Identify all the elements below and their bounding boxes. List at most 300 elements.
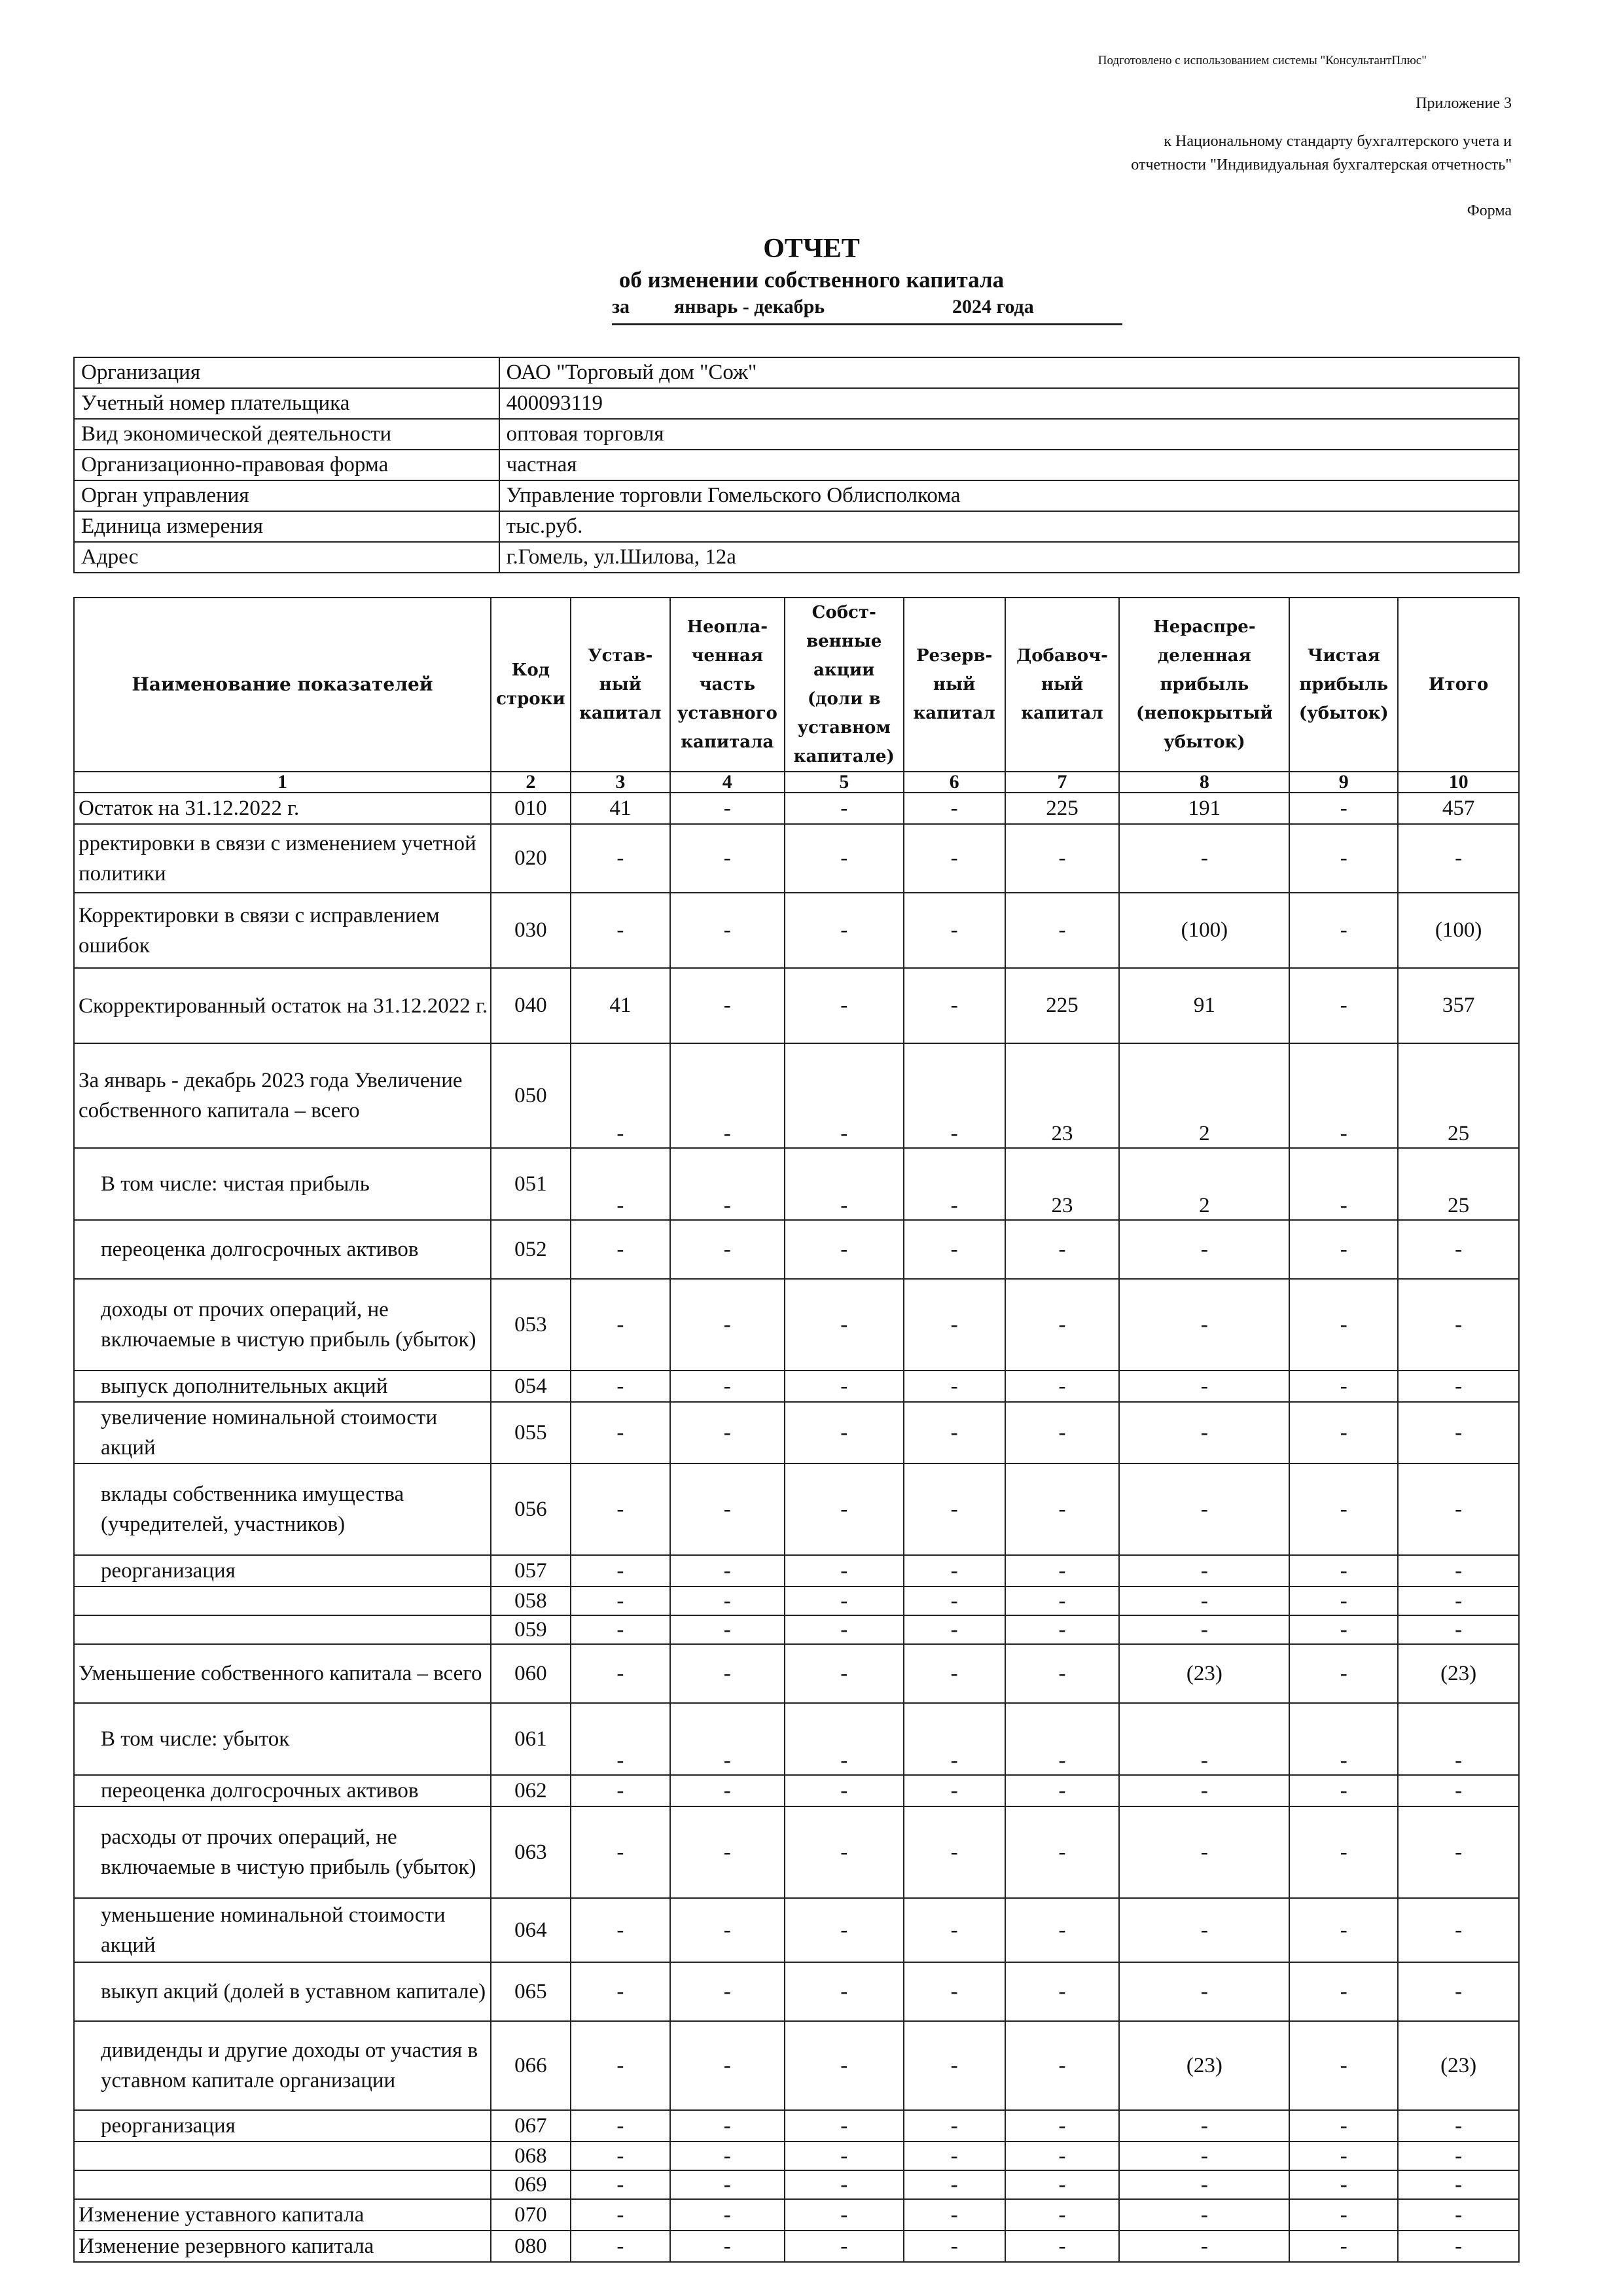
value-cell: - [904,2199,1005,2231]
value-cell: - [670,1806,785,1898]
value-cell: (23) [1398,2021,1519,2110]
table-row [74,1962,1519,2021]
value-cell: - [1119,1898,1289,1962]
org-info-row [74,450,1519,480]
column-number: 3 [571,772,670,793]
table-row [74,1371,1519,1402]
column-number: 10 [1398,772,1519,793]
value-cell: - [785,2170,904,2199]
value-cell: - [785,793,904,824]
value-cell: - [1398,1898,1519,1962]
org-info-value: частная [499,450,1519,480]
column-number: 7 [1005,772,1120,793]
value-cell: - [1398,1463,1519,1555]
column-header: Нераспре-деленная прибыль (непокрытый убыток) [1119,598,1289,772]
value-cell: - [785,2231,904,2262]
value-cell: - [1005,1371,1120,1402]
value-cell: - [1005,1555,1120,1587]
period-year: 2024 года [952,296,1034,317]
org-info-row [74,388,1519,419]
column-header: Неопла-ченная часть уставного капитала [670,598,785,772]
value-cell: - [904,1587,1005,1615]
value-cell: - [571,1148,670,1220]
org-info-label: Адрес [74,542,499,573]
value-cell: - [785,1220,904,1279]
column-number: 2 [491,772,571,793]
value-cell: - [1005,1615,1120,1644]
value-cell: 41 [571,968,670,1043]
org-info-row [74,542,1519,573]
value-cell: - [904,1703,1005,1775]
org-info-value: ОАО "Торговый дом "Сож" [499,357,1519,388]
value-cell: - [571,2142,670,2170]
org-info-value: Управление торговли Гомельского Облисполкома [499,480,1519,511]
value-cell: - [1289,2110,1398,2142]
value-cell: - [1398,2199,1519,2231]
row-name: рректировки в связи с изменением учетной политики [74,824,491,893]
value-cell: - [1289,1220,1398,1279]
table-row [74,1463,1519,1555]
value-cell: - [785,1043,904,1148]
value-cell: - [785,893,904,968]
value-cell: - [1398,2231,1519,2262]
value-cell: - [1119,1371,1289,1402]
row-name: выпуск дополнительных акций [74,1371,491,1402]
org-info-label: Организация [74,357,499,388]
value-cell: - [785,1775,904,1806]
report-period [612,296,1122,325]
value-cell: - [785,2110,904,2142]
value-cell: - [1005,2199,1120,2231]
value-cell: - [571,2231,670,2262]
value-cell: - [1289,893,1398,968]
row-name: реорганизация [74,2110,491,2142]
row-code: 055 [491,1402,571,1463]
value-cell: - [904,1371,1005,1402]
value-cell: - [904,1555,1005,1587]
row-name: Остаток на 31.12.2022 г. [74,793,491,824]
table-row [74,2142,1519,2170]
row-code: 062 [491,1775,571,1806]
value-cell: - [670,1898,785,1962]
row-name: выкуп акций (долей в уставном капитале) [74,1962,491,2021]
column-header: Итого [1398,598,1519,772]
value-cell: - [571,1806,670,1898]
value-cell: - [785,1806,904,1898]
value-cell: - [1005,2021,1120,2110]
value-cell: - [1398,1615,1519,1644]
value-cell: - [904,1220,1005,1279]
row-code: 065 [491,1962,571,2021]
row-name: расходы от прочих операций, не включаемые в чистую прибыль (убыток) [74,1806,491,1898]
value-cell: - [571,824,670,893]
row-code: 068 [491,2142,571,2170]
row-name: Корректировки в связи с исправлением ошибок [74,893,491,968]
value-cell: - [1119,1279,1289,1371]
value-cell: - [571,1555,670,1587]
org-info-row [74,419,1519,450]
value-cell: - [1398,1703,1519,1775]
period-prefix: за [612,296,630,317]
value-cell: - [670,1463,785,1555]
value-cell: - [904,1463,1005,1555]
appendix-standard-line-2: отчетности "Индивидуальная бухгалтерская отчетность" [1131,156,1512,173]
value-cell: - [1289,824,1398,893]
table-row [74,1898,1519,1962]
value-cell: - [670,1587,785,1615]
appendix-standard-line-1: к Национальному стандарту бухгалтерского учета и [1164,133,1512,150]
value-cell: - [571,1898,670,1962]
appendix-label: Приложение 3 [1416,95,1512,112]
value-cell: - [1289,1463,1398,1555]
row-code: 040 [491,968,571,1043]
value-cell: - [1289,1148,1398,1220]
value-cell: - [1289,2231,1398,2262]
row-name [74,2142,491,2170]
value-cell: 2 [1119,1148,1289,1220]
value-cell: - [1005,1962,1120,2021]
value-cell: - [571,893,670,968]
value-cell: - [1289,2142,1398,2170]
value-cell: - [1398,2170,1519,2199]
row-code: 010 [491,793,571,824]
row-name: Скорректированный остаток на 31.12.2022 г. [74,968,491,1043]
value-cell: - [1398,1555,1519,1587]
value-cell: - [670,1615,785,1644]
value-cell: - [1289,1775,1398,1806]
value-cell: - [1119,1463,1289,1555]
value-cell: (100) [1398,893,1519,968]
organization-info-table [73,357,1520,573]
column-number: 6 [904,772,1005,793]
value-cell: - [1398,1402,1519,1463]
value-cell: - [1005,1463,1120,1555]
report-subtitle: об изменении собственного капитала [618,267,1005,293]
value-cell: - [1005,1703,1120,1775]
row-code: 052 [491,1220,571,1279]
value-cell: - [670,1279,785,1371]
value-cell: - [1289,1555,1398,1587]
value-cell: - [1398,1279,1519,1371]
value-cell: - [670,1703,785,1775]
value-cell: - [785,1898,904,1962]
value-cell: 457 [1398,793,1519,824]
column-header: Код строки [491,598,571,772]
value-cell: - [1398,1806,1519,1898]
column-number: 1 [74,772,491,793]
value-cell: - [785,1555,904,1587]
value-cell: - [1289,1806,1398,1898]
row-code: 020 [491,824,571,893]
value-cell: - [904,1898,1005,1962]
value-cell: - [670,2170,785,2199]
value-cell: - [904,2170,1005,2199]
row-name: реорганизация [74,1555,491,1587]
value-cell: - [1289,793,1398,824]
value-cell: - [1398,1775,1519,1806]
value-cell: - [904,968,1005,1043]
row-name: За январь - декабрь 2023 года Увеличение собственного капитала – всего [74,1043,491,1148]
org-info-label: Организационно-правовая форма [74,450,499,480]
table-row [74,2021,1519,2110]
value-cell: - [670,893,785,968]
value-cell: - [1398,824,1519,893]
value-cell: - [1119,1703,1289,1775]
value-cell: - [571,2110,670,2142]
value-cell: - [1119,1402,1289,1463]
value-cell: - [1398,2110,1519,2142]
value-cell: - [904,1775,1005,1806]
value-cell: - [904,2021,1005,2110]
table-row [74,1148,1519,1220]
value-cell: - [1289,1615,1398,1644]
row-code: 060 [491,1644,571,1703]
org-info-row [74,357,1519,388]
value-cell: - [670,1371,785,1402]
value-cell: - [1119,2199,1289,2231]
row-code: 057 [491,1555,571,1587]
table-row [74,1402,1519,1463]
value-cell: (23) [1119,1644,1289,1703]
column-number-row [74,772,1519,793]
value-cell: - [785,968,904,1043]
table-row [74,1279,1519,1371]
row-name [74,1587,491,1615]
column-header: Резерв-ный капитал [904,598,1005,772]
value-cell: - [1119,2142,1289,2170]
value-cell: - [904,1806,1005,1898]
value-cell: - [785,1148,904,1220]
value-cell: - [1289,1898,1398,1962]
value-cell: - [571,1371,670,1402]
row-code: 070 [491,2199,571,2231]
org-info-value: тыс.руб. [499,511,1519,542]
row-code: 067 [491,2110,571,2142]
value-cell: - [1398,2142,1519,2170]
value-cell: - [785,1962,904,2021]
row-name: увеличение номинальной стоимости акций [74,1402,491,1463]
value-cell: - [1005,1279,1120,1371]
value-cell: 357 [1398,968,1519,1043]
table-row [74,1703,1519,1775]
value-cell: - [904,1962,1005,2021]
value-cell: - [571,1463,670,1555]
value-cell: - [785,2142,904,2170]
value-cell: - [670,2021,785,2110]
value-cell: 23 [1005,1148,1120,1220]
row-code: 061 [491,1703,571,1775]
row-code: 069 [491,2170,571,2199]
value-cell: - [670,1775,785,1806]
org-info-value: г.Гомель, ул.Шилова, 12а [499,542,1519,573]
value-cell: - [904,2110,1005,2142]
value-cell: - [1119,1806,1289,1898]
org-info-row [74,511,1519,542]
row-name: переоценка долгосрочных активов [74,1775,491,1806]
value-cell: - [1119,824,1289,893]
value-cell: - [904,1644,1005,1703]
table-row [74,2170,1519,2199]
value-cell: - [670,2199,785,2231]
row-name: Уменьшение собственного капитала – всего [74,1644,491,1703]
column-header: Чистая прибыль (убыток) [1289,598,1398,772]
value-cell: - [571,1775,670,1806]
table-row [74,1644,1519,1703]
org-info-label: Вид экономической деятельности [74,419,499,450]
column-number: 5 [785,772,904,793]
value-cell: - [904,824,1005,893]
value-cell: (23) [1119,2021,1289,2110]
value-cell: - [904,2231,1005,2262]
value-cell: - [670,1962,785,2021]
value-cell: - [1398,1220,1519,1279]
value-cell: - [670,1148,785,1220]
value-cell: 23 [1005,1043,1120,1148]
value-cell: - [785,1644,904,1703]
value-cell: - [785,1279,904,1371]
value-cell: - [1005,1402,1120,1463]
value-cell: - [670,793,785,824]
equity-changes-table [73,597,1520,2263]
value-cell: - [1005,1806,1120,1898]
value-cell: - [785,1703,904,1775]
table-row [74,1775,1519,1806]
value-cell: - [1289,1587,1398,1615]
value-cell: (23) [1398,1644,1519,1703]
value-cell: - [904,1279,1005,1371]
table-row [74,1043,1519,1148]
row-code: 063 [491,1806,571,1898]
value-cell: - [785,2199,904,2231]
value-cell: - [670,2110,785,2142]
value-cell: 91 [1119,968,1289,1043]
column-number: 8 [1119,772,1289,793]
org-info-label: Орган управления [74,480,499,511]
row-name: В том числе: убыток [74,1703,491,1775]
column-header: Наименование показателей [74,598,491,772]
value-cell: - [1119,2170,1289,2199]
value-cell: - [1289,2021,1398,2110]
row-code: 050 [491,1043,571,1148]
row-code: 058 [491,1587,571,1615]
table-row [74,1806,1519,1898]
value-cell: - [904,1043,1005,1148]
value-cell: 41 [571,793,670,824]
value-cell: - [785,1463,904,1555]
org-info-row [74,480,1519,511]
value-cell: - [571,1615,670,1644]
row-name: уменьшение номинальной стоимости акций [74,1898,491,1962]
value-cell: - [1398,1587,1519,1615]
value-cell: - [904,2142,1005,2170]
column-number: 4 [670,772,785,793]
value-cell: - [904,893,1005,968]
row-code: 053 [491,1279,571,1371]
table-row [74,2110,1519,2142]
value-cell: - [1005,1220,1120,1279]
table-row [74,968,1519,1043]
row-code: 054 [491,1371,571,1402]
value-cell: - [1005,1644,1120,1703]
value-cell: - [1398,1371,1519,1402]
value-cell: - [904,1402,1005,1463]
form-label: Форма [1467,202,1512,219]
table-header-row [74,598,1519,772]
value-cell: - [1289,1703,1398,1775]
value-cell: - [670,2231,785,2262]
table-row [74,2199,1519,2231]
value-cell: - [785,1587,904,1615]
value-cell: - [1289,1402,1398,1463]
value-cell: - [785,2021,904,2110]
row-code: 056 [491,1463,571,1555]
org-info-value: оптовая торговля [499,419,1519,450]
value-cell: - [1005,2170,1120,2199]
value-cell: - [1398,1962,1519,2021]
row-name [74,1615,491,1644]
row-code: 064 [491,1898,571,1962]
top-note: Подготовлено с использованием системы "КонсультантПлюс" [1097,54,1427,67]
value-cell: - [571,1703,670,1775]
value-cell: - [1005,1898,1120,1962]
value-cell: 225 [1005,968,1120,1043]
value-cell: - [571,1279,670,1371]
value-cell: - [571,1043,670,1148]
value-cell: - [785,1371,904,1402]
period-months: январь - декабрь [674,296,825,317]
table-row [74,893,1519,968]
row-code: 080 [491,2231,571,2262]
value-cell: - [1289,968,1398,1043]
value-cell: - [1005,2110,1120,2142]
value-cell: - [670,824,785,893]
column-header: Добавоч-ный капитал [1005,598,1120,772]
value-cell: - [571,1402,670,1463]
row-code: 059 [491,1615,571,1644]
column-header: Устав-ный капитал [571,598,670,772]
org-info-label: Учетный номер плательщика [74,388,499,419]
column-header: Собст-венные акции (доли в уставном капитале) [785,598,904,772]
value-cell: - [1119,1555,1289,1587]
org-info-label: Единица измерения [74,511,499,542]
value-cell: - [1119,1220,1289,1279]
value-cell: - [670,1220,785,1279]
value-cell: - [670,968,785,1043]
value-cell: - [571,2021,670,2110]
row-name: вклады собственника имущества (учредителей, участников) [74,1463,491,1555]
value-cell: - [1289,1962,1398,2021]
value-cell: - [1119,1587,1289,1615]
column-number: 9 [1289,772,1398,793]
table-row [74,793,1519,824]
value-cell: - [1289,1279,1398,1371]
value-cell: - [670,1555,785,1587]
value-cell: 191 [1119,793,1289,824]
value-cell: - [1005,1587,1120,1615]
value-cell: 225 [1005,793,1120,824]
row-name: В том числе: чистая прибыль [74,1148,491,1220]
value-cell: - [1119,1615,1289,1644]
value-cell: - [571,1220,670,1279]
table-row [74,1220,1519,1279]
value-cell: - [1289,2199,1398,2231]
row-name: Изменение резервного капитала [74,2231,491,2262]
value-cell: - [785,824,904,893]
row-name: Изменение уставного капитала [74,2199,491,2231]
value-cell: - [670,2142,785,2170]
table-row [74,1587,1519,1615]
value-cell: 25 [1398,1148,1519,1220]
